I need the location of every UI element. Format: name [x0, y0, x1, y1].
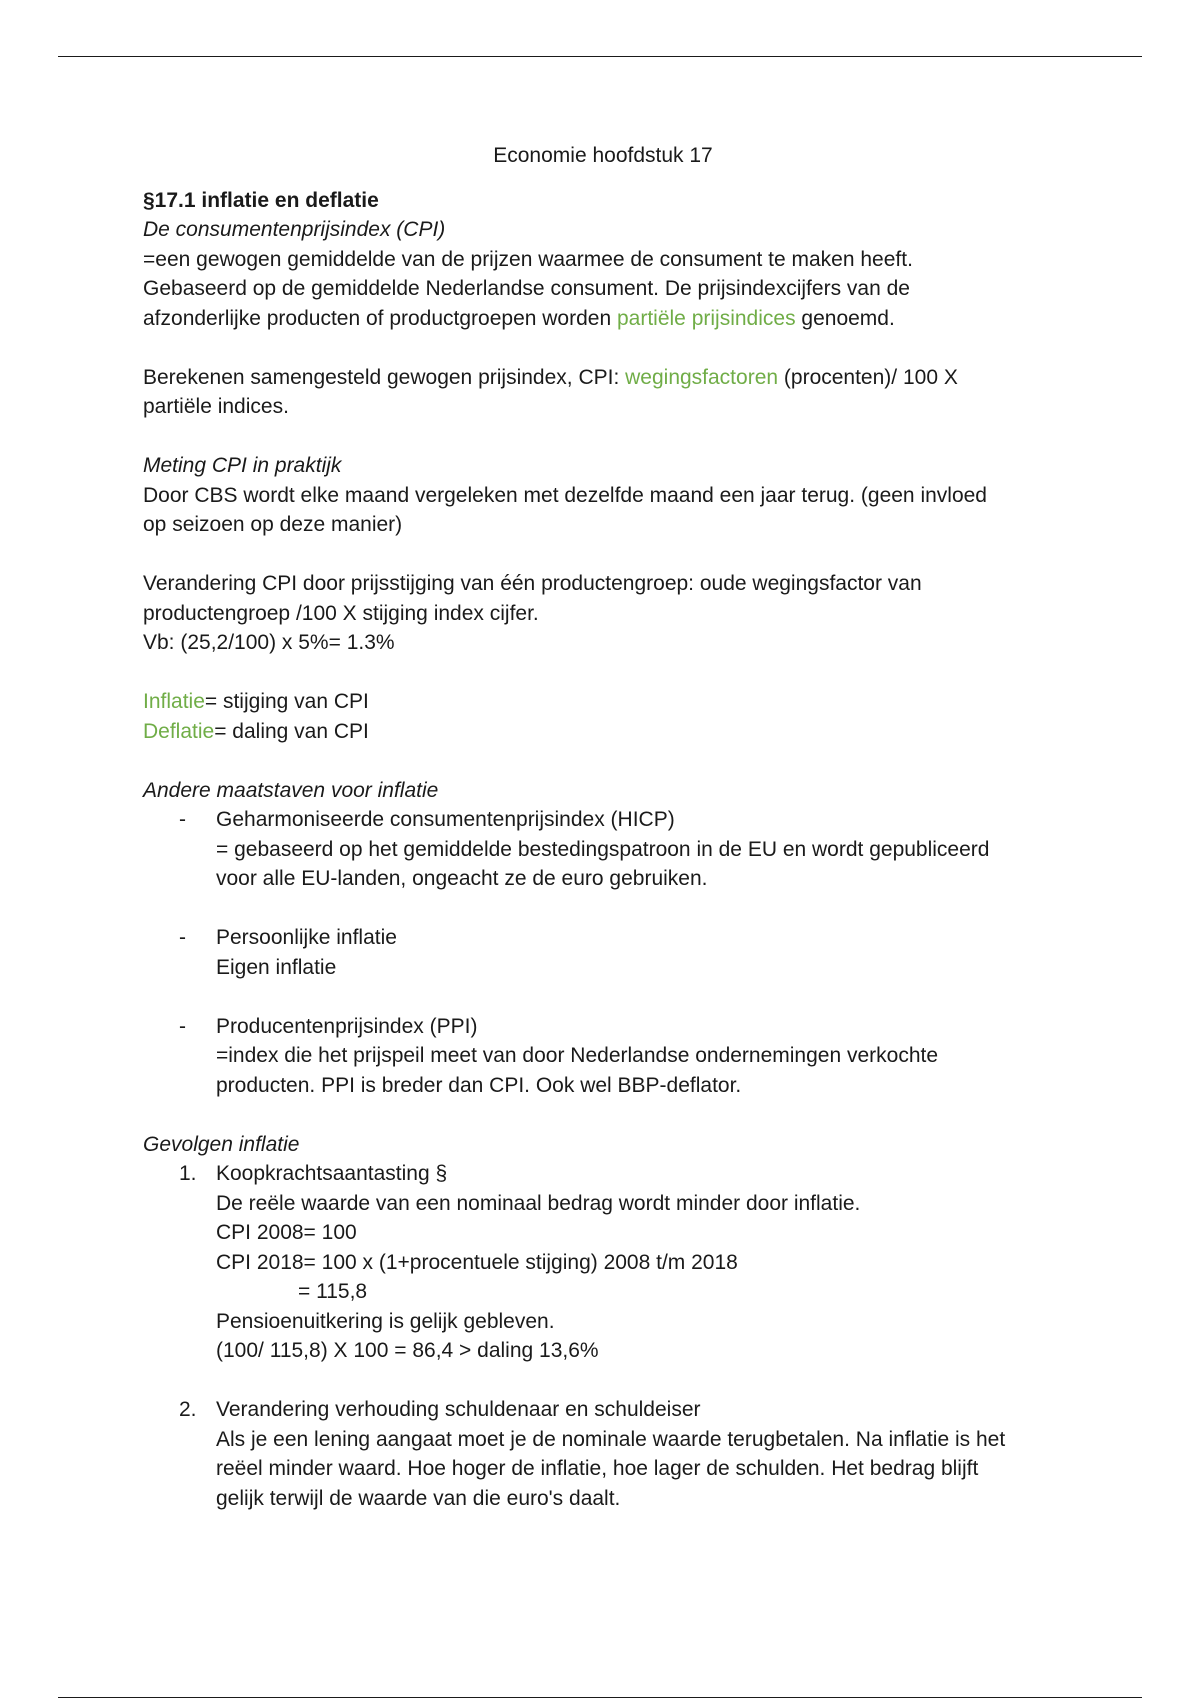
term-wegingsfactoren: wegingsfactoren: [625, 365, 779, 389]
text-run: = daling van CPI: [214, 719, 369, 743]
list-line: Persoonlijke inflatie: [216, 926, 397, 949]
meting-line: op seizoen op deze manier): [143, 513, 403, 536]
list-line: producten. PPI is breder dan CPI. Ook wel BBP-deflator.: [216, 1073, 742, 1097]
list-line: (100/ 115,8) X 100 = 86,4 > daling 13,6%: [216, 1339, 599, 1362]
bullet-marker: -: [179, 1014, 186, 1038]
text-run: = stijging van CPI: [204, 690, 369, 713]
list-line: gelijk terwijl de waarde van die euro's daalt.: [216, 1486, 621, 1510]
list-item: [143, 805, 1063, 894]
list-line: Eigen inflatie: [216, 955, 337, 979]
verandering-line: productengroep /100 X stijging index cijfer.: [143, 601, 539, 625]
bullet-marker: -: [179, 926, 186, 949]
list-line: CPI 2008= 100: [216, 1221, 357, 1244]
inflatie-definition: [143, 687, 1063, 717]
list-line: Pensioenuitkering is gelijk gebleven.: [216, 1309, 555, 1333]
document-body: [143, 141, 1063, 1513]
list-line: reëel minder waard. Hoe hoger de inflatie, hoe lager de schulden. Het bedrag blijft: [216, 1457, 979, 1480]
text-run: Berekenen samengesteld gewogen prijsindex, CPI:: [143, 365, 626, 389]
list-line: Koopkrachtsaantasting §: [216, 1162, 448, 1185]
footer-rule: [58, 1697, 1142, 1698]
calculation-line: [143, 363, 1063, 393]
number-marker: 1.: [179, 1162, 197, 1185]
term-deflatie: Deflatie: [143, 719, 215, 743]
cpi-definition-line: [143, 304, 1063, 334]
bullet-marker: -: [179, 808, 186, 831]
list-item: [143, 1159, 1063, 1366]
term-inflatie: Inflatie: [143, 690, 205, 713]
number-marker: 2.: [179, 1398, 197, 1421]
list-item: [143, 923, 1063, 982]
text-run: afzonderlijke producten of productgroepen worden: [143, 306, 617, 330]
term-partiele-prijsindices: partiële prijsindices: [616, 306, 796, 330]
list-line: =index die het prijspeil meet van door Nederlandse ondernemingen verkochte: [216, 1044, 939, 1067]
andere-heading: Andere maatstaven voor inflatie: [143, 778, 439, 802]
list-line: Geharmoniseerde consumentenprijsindex (HICP): [216, 808, 675, 831]
list-line: De reële waarde van een nominaal bedrag wordt minder door inflatie.: [216, 1191, 861, 1215]
list-line: Producentenprijsindex (PPI): [216, 1014, 478, 1038]
gevolgen-heading: Gevolgen inflatie: [143, 1132, 300, 1156]
list-item: [143, 1012, 1063, 1101]
text-run: genoemd.: [795, 306, 895, 330]
list-line: CPI 2018= 100 x (1+procentuele stijging) 2008 t/m 2018: [216, 1250, 738, 1274]
cpi-definition-line: Gebaseerd op de gemiddelde Nederlandse consument. De prijsindexcijfers van de: [143, 277, 910, 300]
list-line: = gebaseerd op het gemiddelde bestedingspatroon in de EU en wordt gepubliceerd: [216, 837, 990, 861]
list-line: voor alle EU-landen, ongeacht ze de euro gebruiken.: [216, 867, 708, 890]
verandering-line: Verandering CPI door prijsstijging van één productengroep: oude wegingsfactor van: [143, 572, 922, 595]
cpi-definition-line: =een gewogen gemiddelde van de prijzen waarmee de consument te maken heeft.: [143, 247, 913, 271]
list-line: = 115,8: [298, 1280, 368, 1303]
example-line: Vb: (25,2/100) x 5%= 1.3%: [143, 631, 395, 654]
deflatie-definition: [143, 717, 1063, 747]
meting-line: Door CBS wordt elke maand vergeleken met dezelfde maand een jaar terug. (geen invloed: [143, 483, 987, 507]
text-run: (procenten)/ 100 X: [778, 365, 958, 389]
list-line: Verandering verhouding schuldenaar en schuldeiser: [216, 1398, 701, 1421]
document-title: Economie hoofdstuk 17: [493, 144, 713, 167]
calculation-line: partiële indices.: [143, 395, 289, 418]
meting-heading: Meting CPI in praktijk: [143, 454, 342, 477]
list-line: Als je een lening aangaat moet je de nominale waarde terugbetalen. Na inflatie is het: [216, 1427, 1006, 1451]
cpi-heading: De consumentenprijsindex (CPI): [143, 218, 446, 241]
section-heading: §17.1 inflatie en deflatie: [143, 188, 379, 212]
list-item: [143, 1395, 1063, 1513]
header-rule: [58, 56, 1142, 57]
